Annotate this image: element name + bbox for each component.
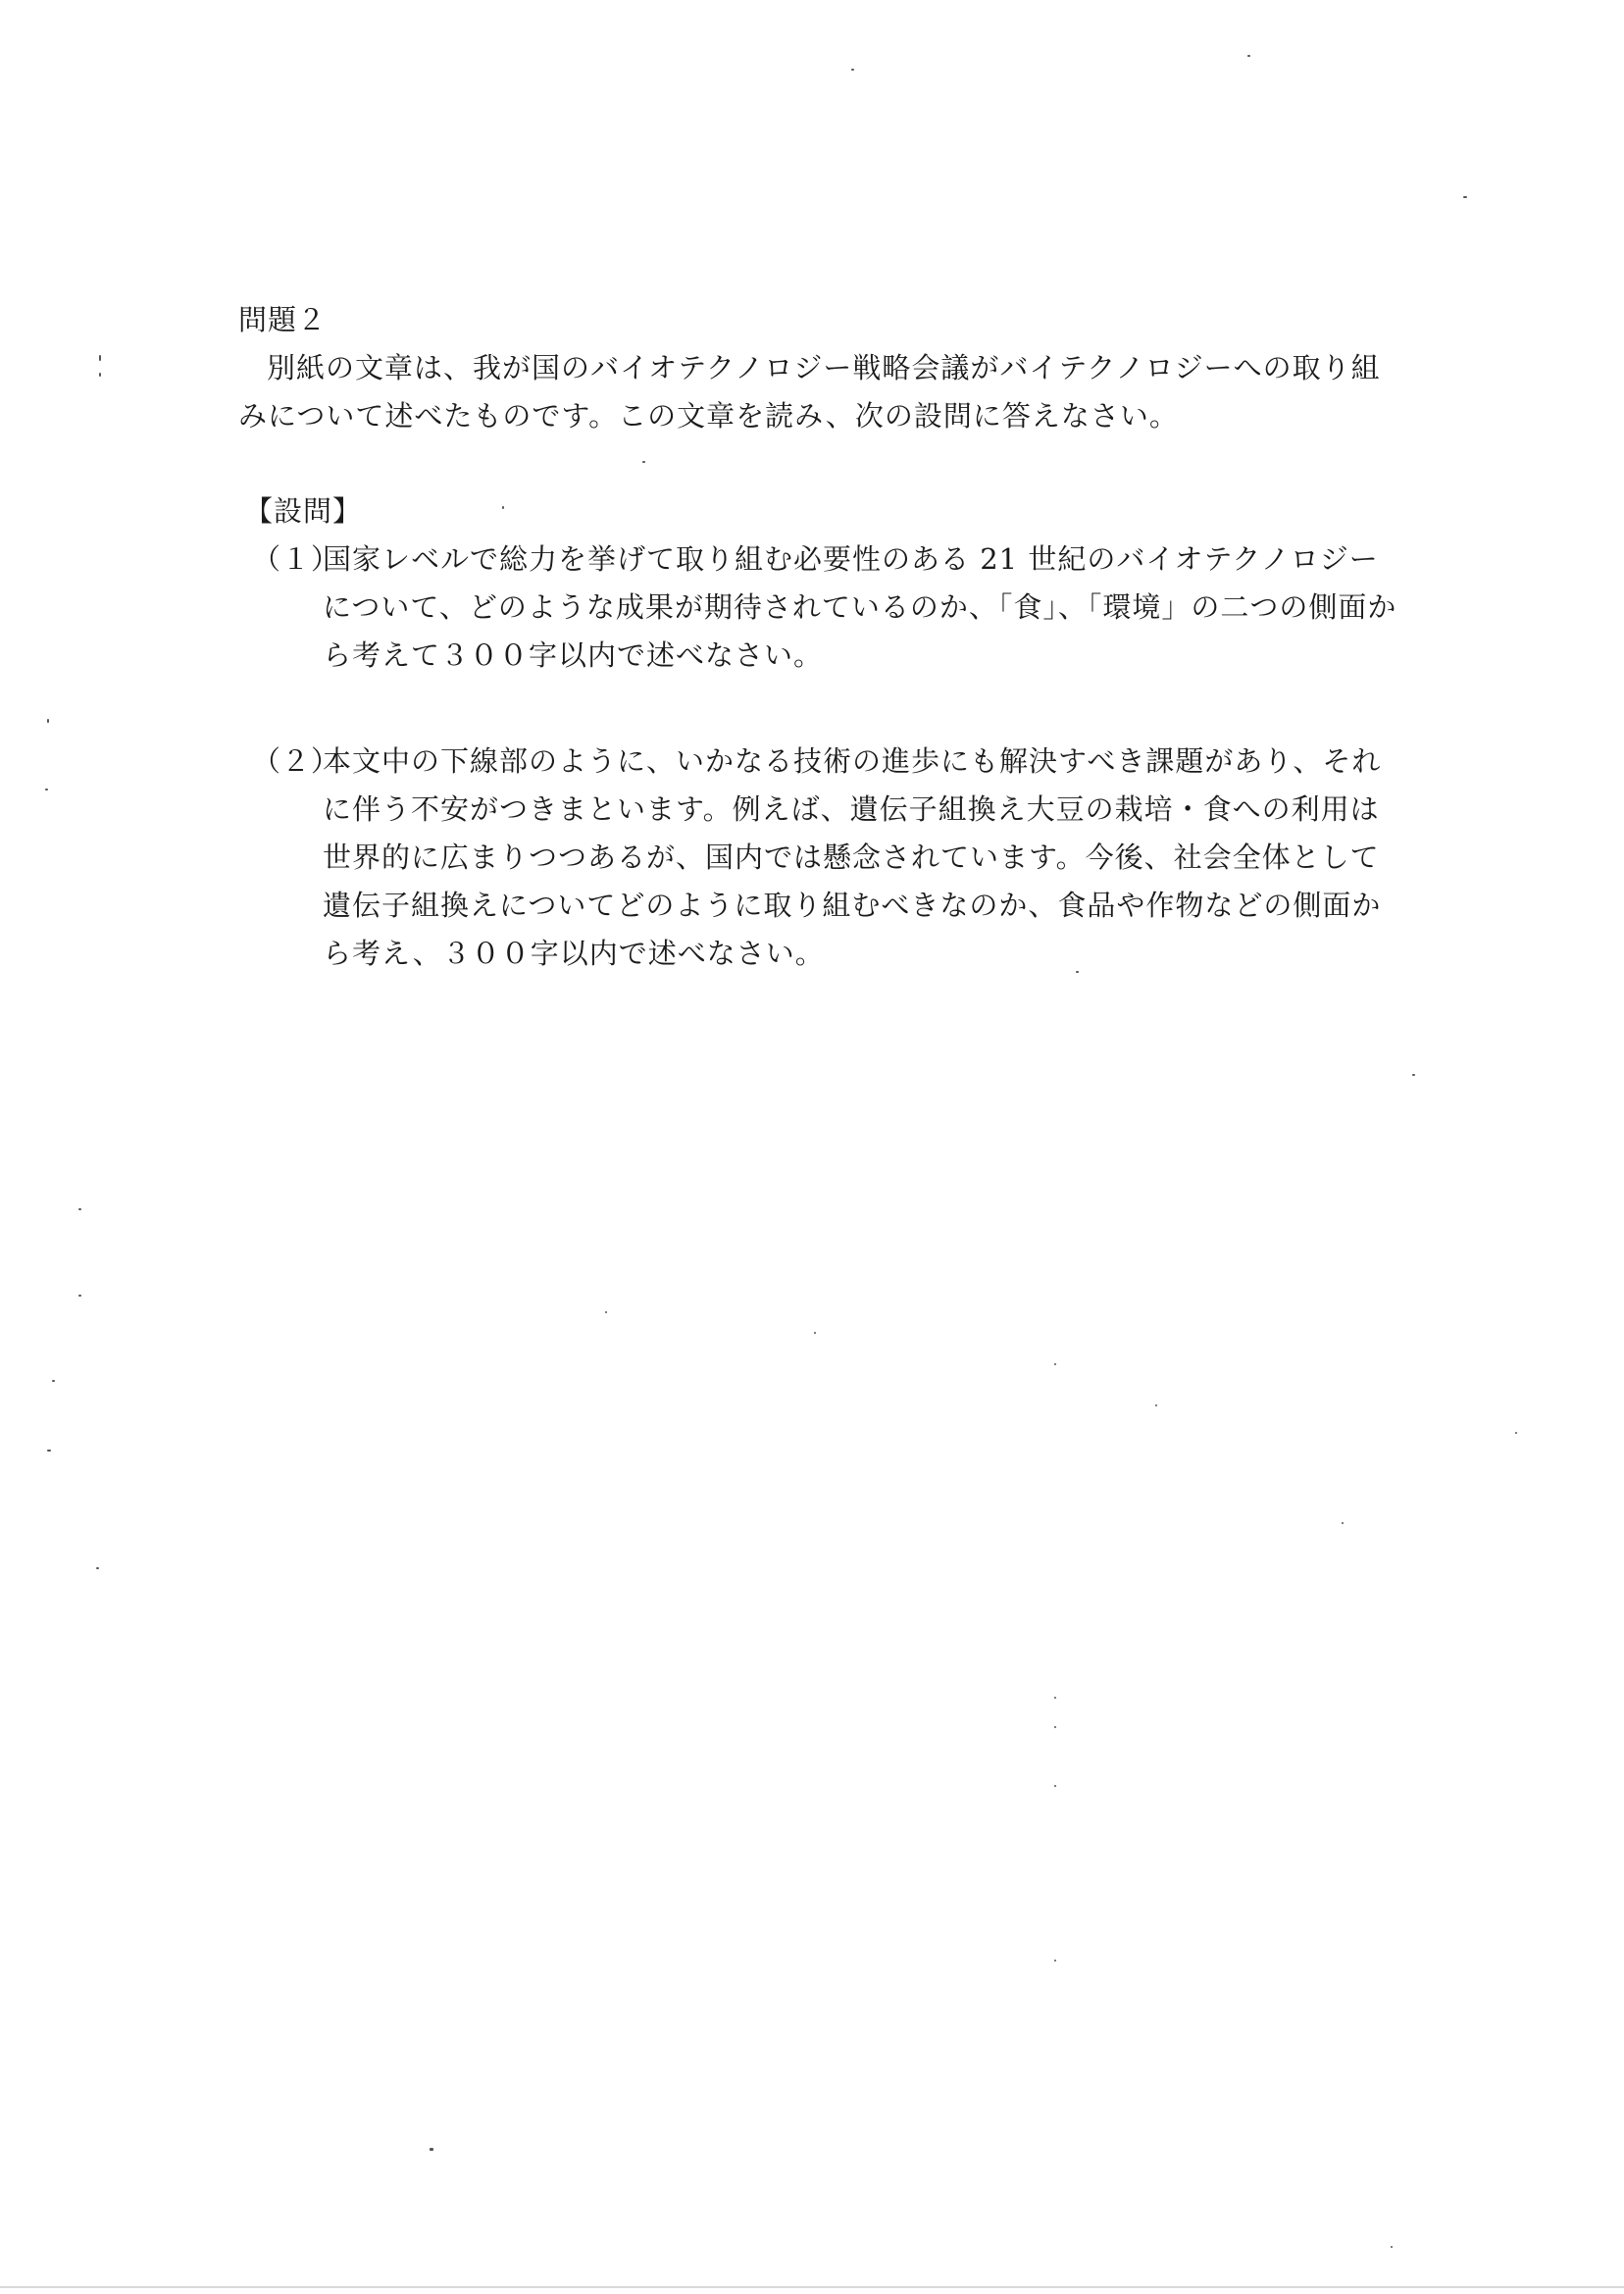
problem-title: 問題２	[238, 303, 328, 336]
scan-speck	[78, 1208, 81, 1210]
scan-speck	[814, 1332, 816, 1334]
scan-speck	[642, 461, 645, 463]
scan-speck	[1076, 971, 1079, 973]
scan-speck	[1391, 2246, 1393, 2248]
scan-speck	[99, 355, 101, 361]
scan-speck	[45, 789, 48, 790]
scan-speck	[605, 1311, 607, 1313]
scan-speck	[1412, 1074, 1415, 1076]
scan-speck	[1054, 1785, 1056, 1787]
document-body	[238, 296, 1405, 978]
scan-speck	[47, 719, 49, 723]
scan-speck	[502, 506, 504, 509]
scan-speck	[1155, 1404, 1157, 1406]
scan-speck	[99, 373, 101, 377]
scan-speck	[78, 1295, 81, 1297]
scan-speck	[1515, 1432, 1517, 1434]
intro-paragraph: 別紙の文章は、我が国のバイオテクノロジー戦略会議がバイテクノロジーへの取り組みについて述べたものです。この文章を読み、次の設問に答えなさい。	[238, 351, 1381, 433]
question-1	[252, 535, 1405, 680]
question-2-text: 本文中の下線部のように、いかなる技術の進歩にも解決すべき課題があり、それに伴う不安がつきまといます。例えば、遺伝子組換え大豆の栽培・食への利用は世界的に広まりつつあるが、国内では懸念されています。今後、社会全体として遺伝子組換えについてどのように取り組むべきなのか、食品や作物などの側面から考え、３００字以内で述べなさい。	[323, 744, 1382, 970]
scan-speck	[430, 2148, 433, 2151]
question-1-number: （１）	[252, 542, 341, 576]
scan-speck	[1463, 196, 1467, 198]
scan-speck	[96, 1567, 99, 1569]
scan-speck	[1054, 1363, 1056, 1365]
scan-speck	[52, 1380, 55, 1382]
scan-bottom-edge	[0, 2286, 1624, 2288]
scan-speck	[1342, 1522, 1344, 1524]
scan-speck	[1054, 1697, 1056, 1699]
scan-speck	[1247, 55, 1250, 57]
question-2	[252, 738, 1405, 978]
questions-heading: 【設問】	[244, 494, 363, 528]
scan-speck	[1054, 1960, 1056, 1962]
scan-speck	[851, 69, 854, 71]
question-1-text: 国家レベルで総力を挙げて取り組む必要性のある 21 世紀のバイオテクノロジーについて、どのような成果が期待されているのか、「食」、「環境」の二つの側面から考えて３００字以内で述べなさい。	[323, 542, 1397, 672]
scan-speck	[1054, 1726, 1056, 1728]
question-2-number: （２）	[252, 744, 341, 778]
scan-speck	[47, 1450, 51, 1452]
